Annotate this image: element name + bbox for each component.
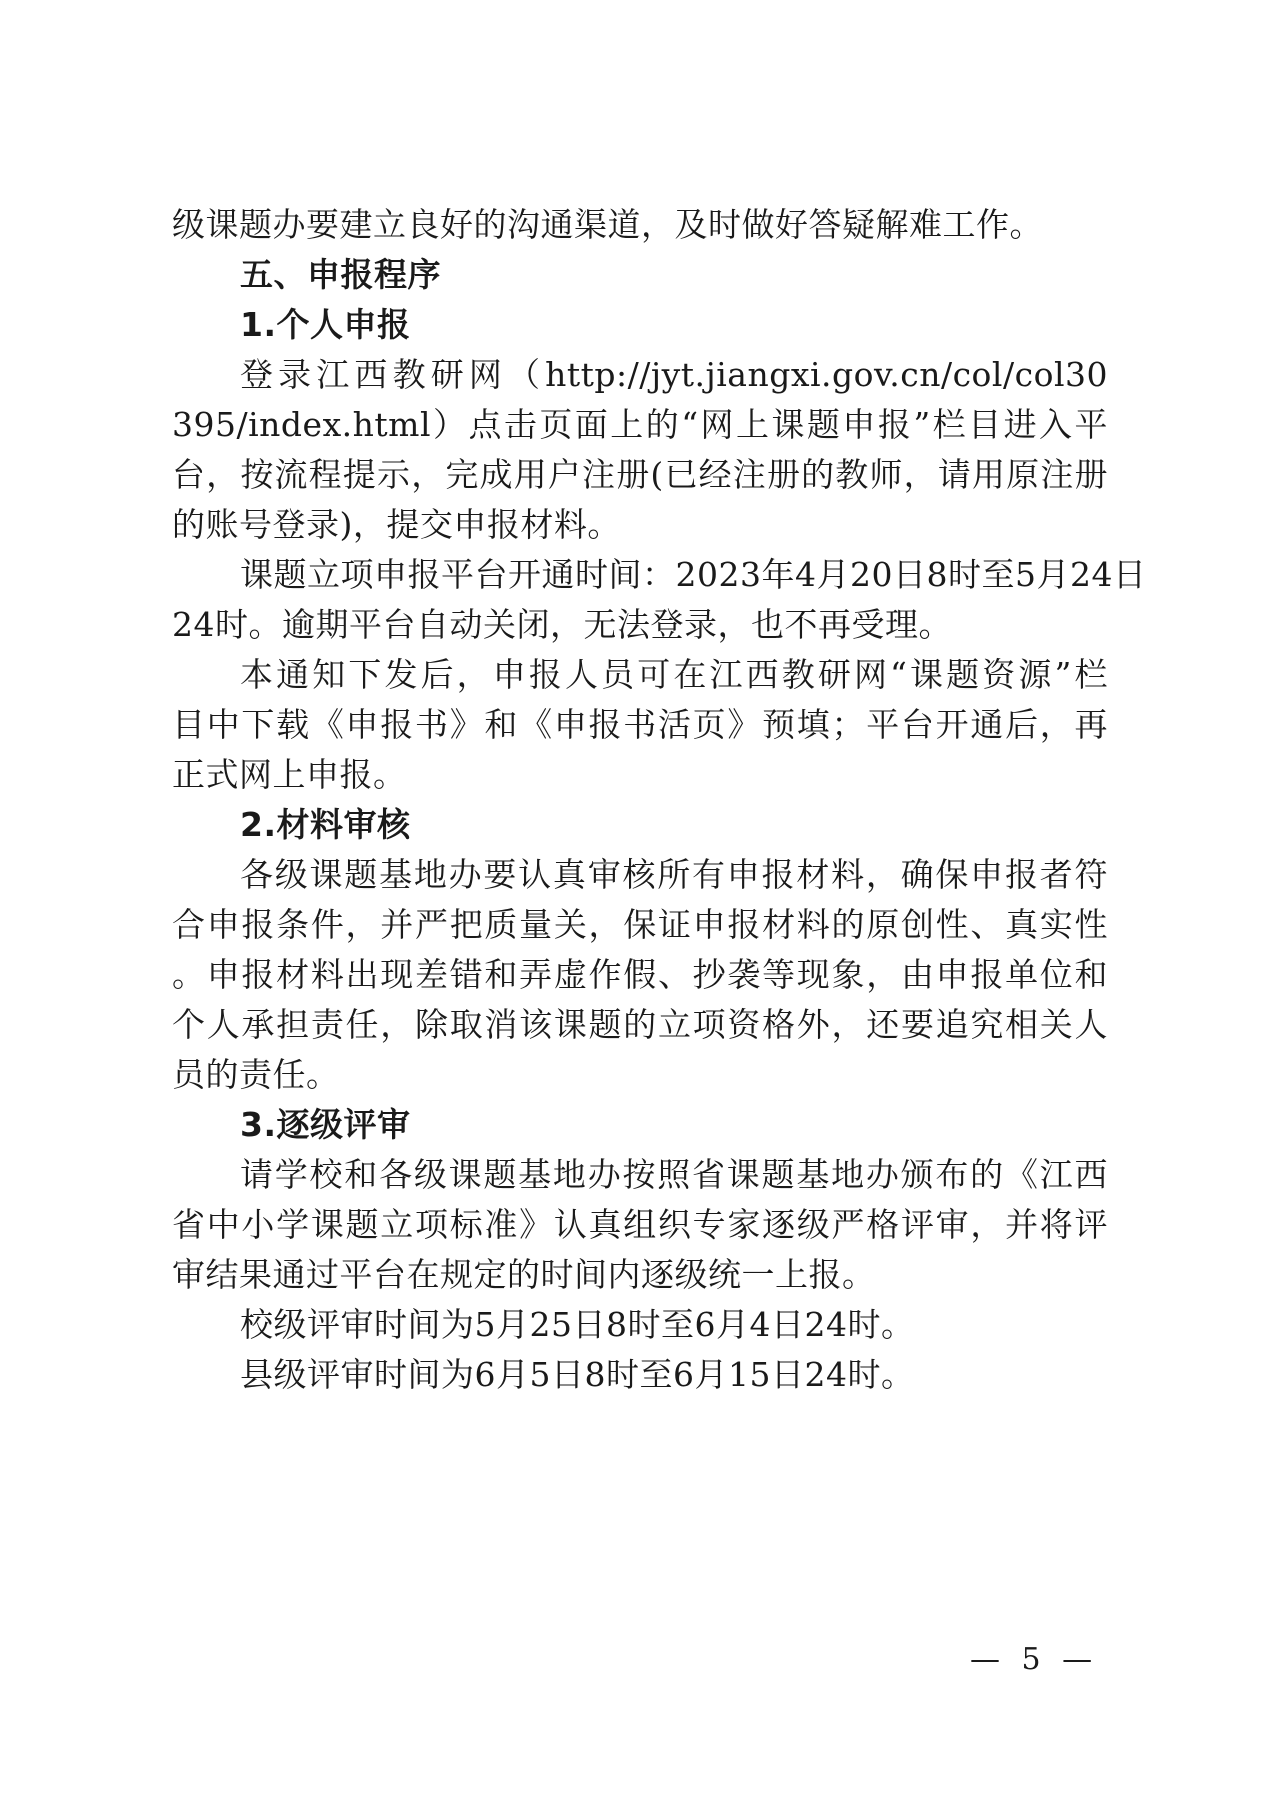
subheading-material-review: 2.材料审核 xyxy=(240,805,411,844)
paragraph-line: 正式网上申报。 xyxy=(172,755,407,794)
paragraph-line: 合申报条件，并严把质量关，保证申报材料的原创性、真实性 xyxy=(172,905,1108,944)
paragraph-line: 。申报材料出现差错和弄虚作假、抄袭等现象，由申报单位和 xyxy=(172,955,1108,994)
paragraph-line: 395/index.html）点击页面上的“网上课题申报”栏目进入平 xyxy=(172,405,1108,444)
paragraph-line: 省中小学课题立项标准》认真组织专家逐级严格评审，并将评 xyxy=(172,1205,1108,1244)
paragraph-line: 台，按流程提示，完成用户注册(已经注册的教师，请用原注册 xyxy=(172,455,1108,494)
paragraph-line: 登录江西教研网（http://jyt.jiangxi.gov.cn/col/col30 xyxy=(240,355,1108,394)
paragraph-line: 的账号登录)，提交申报材料。 xyxy=(172,505,621,544)
paragraph-line: 课题立项申报平台开通时间：2023年4月20日8时至5月24日 xyxy=(240,555,1147,594)
paragraph-line: 24时。逾期平台自动关闭，无法登录，也不再受理。 xyxy=(172,605,952,644)
paragraph-line: 员的责任。 xyxy=(172,1055,340,1094)
paragraph-line: 校级评审时间为5月25日8时至6月4日24时。 xyxy=(240,1305,915,1344)
subheading-level-review: 3.逐级评审 xyxy=(240,1105,411,1144)
paragraph-line: 审结果通过平台在规定的时间内逐级统一上报。 xyxy=(172,1255,876,1294)
paragraph-line: 个人承担责任，除取消该课题的立项资格外，还要追究相关人 xyxy=(172,1005,1108,1044)
paragraph-line: 本通知下发后，申报人员可在江西教研网“课题资源”栏 xyxy=(240,655,1108,694)
paragraph-line: 县级评审时间为6月5日8时至6月15日24时。 xyxy=(240,1355,915,1394)
paragraph-line: 请学校和各级课题基地办按照省课题基地办颁布的《江西 xyxy=(240,1155,1108,1194)
page-number: — 5 — xyxy=(970,1642,1099,1677)
section-heading-application-procedure: 五、申报程序 xyxy=(240,255,441,294)
paragraph-line: 级课题办要建立良好的沟通渠道，及时做好答疑解难工作。 xyxy=(172,205,1043,244)
paragraph-line: 各级课题基地办要认真审核所有申报材料，确保申报者符 xyxy=(240,855,1108,894)
subheading-personal-application: 1.个人申报 xyxy=(240,305,411,344)
paragraph-line: 目中下载《申报书》和《申报书活页》预填；平台开通后，再 xyxy=(172,705,1108,744)
